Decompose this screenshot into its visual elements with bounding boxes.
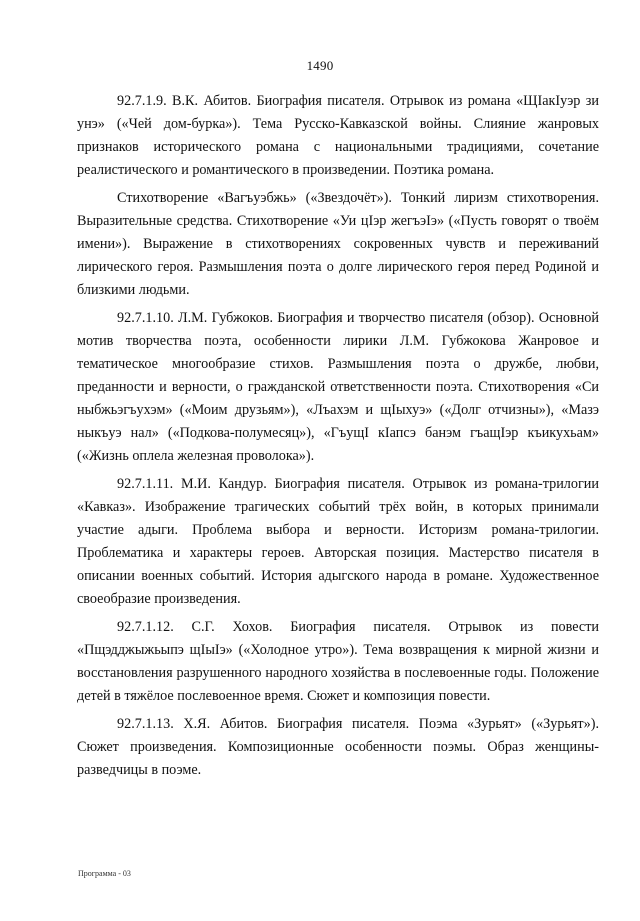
paragraph-abitov-khya: 92.7.1.13. Х.Я. Абитов. Биография писателя. Поэма «Зурьят» («Зурьят»). Сюжет произведения. Композиционные особенности поэмы. Образ женщины-разведчицы в поэме. [77, 716, 599, 778]
page-number: 1490 [306, 58, 334, 73]
paragraph-kandur: 92.7.1.11. М.И. Кандур. Биография писателя. Отрывок из романа-трилогии «Кавказ». Изображение трагических событий трёх войн, в которых принимали участие адыги. Проблема выбора и верности. Историзм романа-трилогии. Проблематика и характеры героев. Авторская позиция. Мастерство писателя в описании военных событий. История адыгского народа в романе. Художественное своеобразие произведения. [77, 476, 599, 607]
paragraph-poems-abitov: Стихотворение «Вагъуэбжь» («Звездочёт»). Тонкий лиризм стихотворения. Выразительные средства. Стихотворение «Уи цIэр жегъэIэ» («Пусть говорят о твоём имени»). Выражение в стихотворениях сокровенных чувств и переживаний лирического героя. Размышления поэта о долге лирического героя перед Родиной и близкими людьми. [77, 190, 599, 298]
document-body [77, 90, 599, 787]
paragraph-khokhov: 92.7.1.12. С.Г. Хохов. Биография писателя. Отрывок из повести «Пщэдджыжьыпэ щIыIэ» («Холодное утро»). Тема возвращения к мирной жизни и восстановления разрушенного народного хозяйства в послевоенные годы. Положение детей в тяжёлое послевоенное время. Сюжет и композиция повести. [77, 619, 599, 704]
paragraph-abitov-vk: 92.7.1.9. В.К. Абитов. Биография писателя. Отрывок из романа «ЩIакIуэр зи унэ» («Чей дом-бурка»). Тема Русско-Кавказской войны. Слияние жанровых признаков исторического романа с национальными традициями, сочетание реалистического и романтического в произведении. Поэтика романа. [77, 93, 599, 178]
page-footer: Программа - 03 [78, 869, 131, 878]
paragraph-gubzhokov: 92.7.1.10. Л.М. Губжоков. Биография и творчество писателя (обзор). Основной мотив творчества поэта, особенности лирики Л.М. Губжокова Жанровое и тематическое многообразие стихов. Размышления поэта о дружбе, любви, преданности и верности, о гражданской ответственности поэта. Стихотворения «Си ныбжьэгъухэм» («Моим друзьям»), «Лъахэм и щIыхуэ» («Долг отчизны»), «Мазэ ныкъуэ нал» («Подкова-полумесяц»), «ГъущI кIапсэ банэм гъащIэр къикухьам» («Жизнь оплела железная проволока»). [77, 310, 599, 464]
